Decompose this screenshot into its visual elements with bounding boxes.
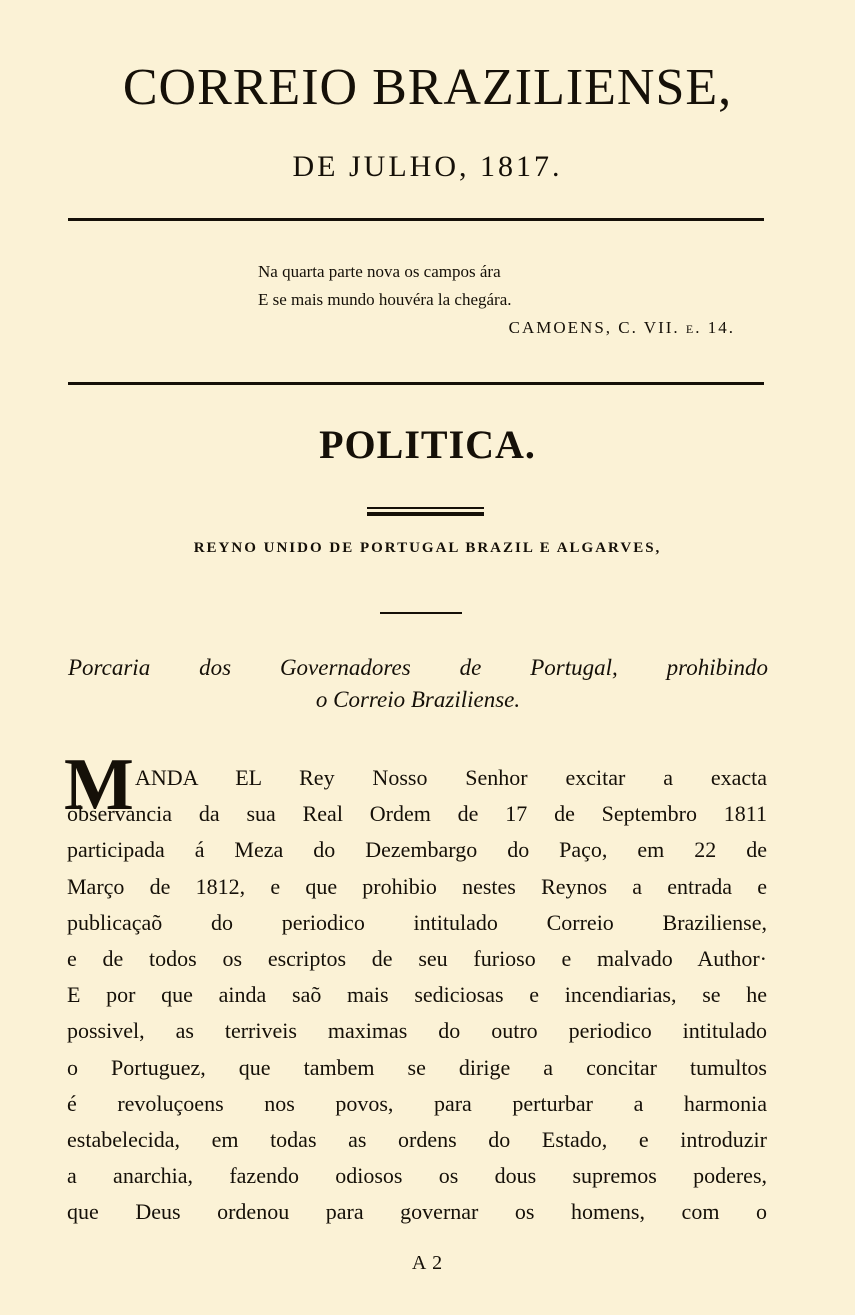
body-line: participada á Meza do Dezembargo do Paço, em 22 de [67,837,767,863]
body-line: estabelecida, em todas as ordens do Estado, e introduzir [67,1126,767,1152]
section-subheading: REYNO UNIDO DE PORTUGAL BRAZIL E ALGARVES, [193,540,662,556]
epigraph-line: E se mais mundo houvéra la chegára. [258,290,512,309]
decree-title-line: o Correio Braziliense. [315,687,521,712]
ornament-divider [367,507,484,518]
section-title: POLITICA. [319,422,536,467]
masthead-title: CORREIO BRAZILIENSE, [122,59,733,116]
body-line: é revoluçoens nos povos, para perturbar a harmonia [67,1090,767,1116]
body-line: E por que ainda saõ mais sediciosas e incendiarias, se he [67,982,767,1008]
issue-date: DE JULHO, 1817. [292,150,563,183]
middle-divider [68,382,764,385]
body-line: e de todos os escriptos de seu furioso e malvado Author· [67,945,767,971]
drop-cap: M [64,744,134,826]
body-line: que Deus ordenou para governar os homens, com o [67,1199,767,1225]
body-line: observancia da sua Real Ordem de 17 de Septembro 1811 [67,801,767,827]
body-text [67,760,767,1230]
epigraph [258,258,512,314]
short-divider [380,612,462,614]
epigraph-attribution: CAMOENS, C. VII. e. 14. [508,318,735,337]
body-line: ANDA EL Rey Nosso Senhor excitar a exacta [135,765,767,790]
body-line: Março de 1812, e que prohibio nestes Reynos a entrada e [67,873,767,899]
decree-title [68,652,768,716]
body-line: a anarchia, fazendo odiosos os dous supremos poderes, [67,1163,767,1189]
body-line: possivel, as terriveis maximas do outro periodico intitulado [67,1018,767,1044]
decree-title-line: Porcaria dos Governadores de Portugal, prohibindo [68,655,768,680]
epigraph-line: Na quarta parte nova os campos ára [258,262,501,281]
body-line: publicaçaõ do periodico intitulado Correio Braziliense, [67,909,767,935]
page-signature: A 2 [411,1252,444,1274]
top-divider [68,218,764,221]
body-line: o Portuguez, que tambem se dirige a concitar tumultos [67,1054,767,1080]
